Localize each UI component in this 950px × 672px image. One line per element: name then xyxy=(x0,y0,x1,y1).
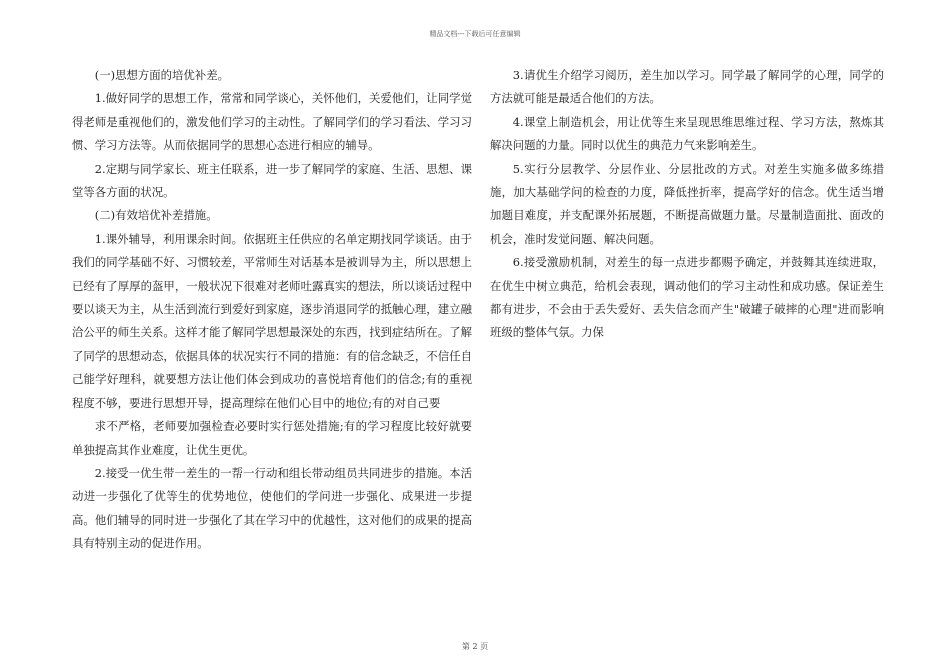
paragraph: 5.实行分层教学、分层作业、分层批改的方式。对差生实施多做多练措施，加大基础学问的检查的力度，降低挫折率，提高学好的信念。优生适当增加题目难度，并支配课外拓展题，不断提高做题力量。尽量制造面批、面改的机会，准时发觉问题、解决问题。 xyxy=(490,161,884,246)
page-suffix: 页 xyxy=(480,642,489,651)
page-header: 精品文档---下载后可任意编辑 xyxy=(429,30,521,38)
paragraph: 求不严格，老师要加强检查必要时实行惩处措施;有的学习程度比较好就要单独提高其作业难度，让优生更优。 xyxy=(72,419,472,457)
paragraph: 1.课外辅导，利用课余时间。依据班主任供应的名单定期找同学谈话。由于我们的同学基础不好、习惯较差，平常师生对话基本是被训导为主，所以思想上已经有了厚厚的盔甲，一般状况下很难对老师吐露真实的想法，所以谈话过程中要以谈天为主，从生活到流行到爱好到家庭，逐步消退同学的抵触心理，建立融洽公平的师生关系。这样才能了解同学思想最深处的东西，找到症结所在。了解了同学的思想动态，依据具体的状况实行不同的措施：有的信念缺乏，不信任自己能学好理科，就要想方法让他们体会到成功的喜悦培育他们的信念;有的重视程度不够，要进行思想开导，提高理综在他们心目中的地位;有的对自己要 xyxy=(72,231,472,410)
page-prefix: 第 xyxy=(461,642,470,651)
section-heading-ideology: (一)思想方面的培优补差。 xyxy=(94,68,229,82)
paragraph: 4.课堂上制造机会，用让优等生来呈现思维思维过程、学习方法，熬炼其解决问题的力量。同时以优生的典范力气来影响差生。 xyxy=(490,114,884,153)
page-footer xyxy=(0,641,950,652)
right-column xyxy=(490,64,884,345)
paragraph: 1.做好同学的思想工作，常常和同学谈心，关怀他们，关爱他们，让同学觉得老师是重视他们的，激发他们学习的主动性。了解同学们的学习看法、学习习惯、学习方法等。从而依据同学的思想心态进行相应的辅导。 xyxy=(72,91,472,153)
paragraph: 2.接受一优生带一差生的一帮一行动和组长带动组员共同进步的措施。本活动进一步强化了优等生的优势地位，使他们的学问进一步强化、成果进一步提高。他们辅导的同时进一步强化了其在学习中的优越性，这对他们的成果的提高具有特别主动的促进作用。 xyxy=(72,465,472,551)
page-number: 2 xyxy=(472,642,478,651)
section-heading-measures: (二)有效培优补差措施。 xyxy=(94,208,218,223)
paragraph: 3.请优生介绍学习阅历，差生加以学习。同学最了解同学的心理，同学的方法就可能是最适合他们的方法。 xyxy=(490,68,884,106)
paragraph: 6.接受激励机制，对差生的每一点进步都赐予确定，并鼓舞其连续进取，在优生中树立典范，给机会表现，调动他们的学习主动性和成功感。保证差生都有进步，不会由于丢失爱好、丢失信念而产生"破罐子破摔的心理"进而影响班级的整体气氛。力保 xyxy=(490,255,884,340)
left-column xyxy=(72,64,472,556)
paragraph: 2.定期与同学家长、班主任联系，进一步了解同学的家庭、生活、思想、课堂等各方面的状况。 xyxy=(72,161,472,200)
